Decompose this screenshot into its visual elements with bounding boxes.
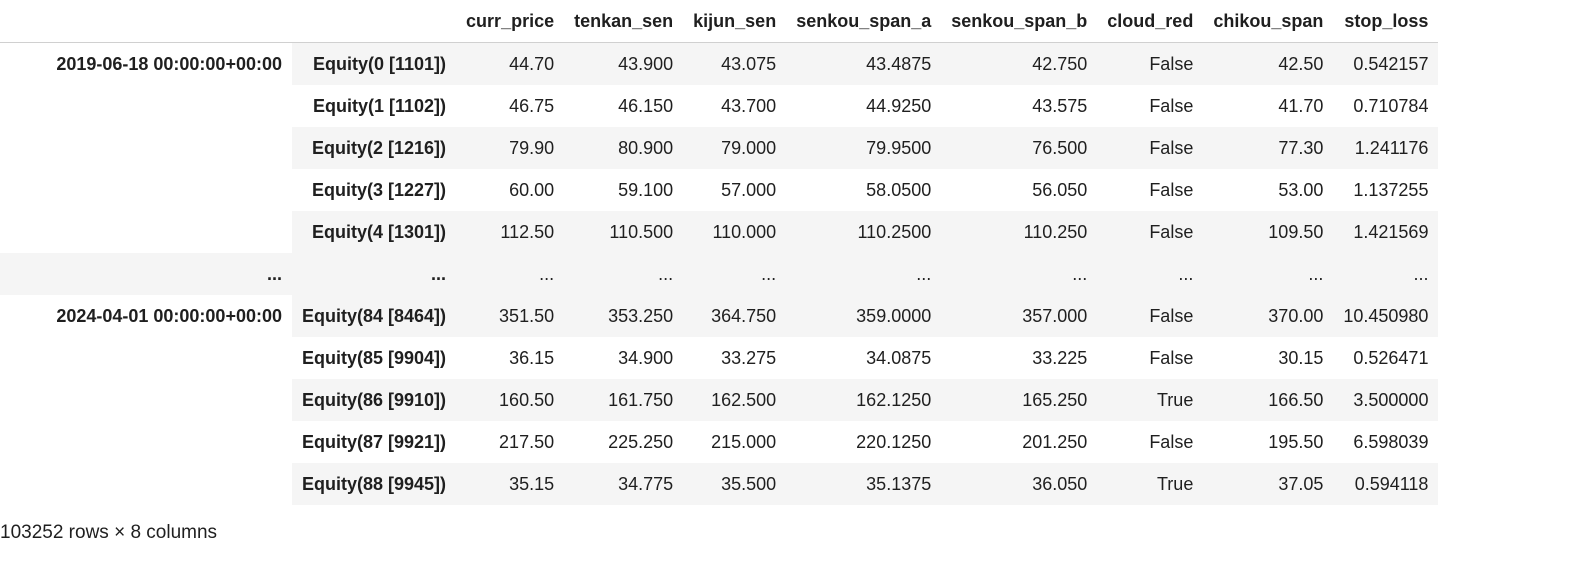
row-index-date: 2024-04-01 00:00:00+00:00	[56, 306, 282, 326]
cell-tenkan-sen: 80.900	[564, 127, 683, 169]
cell-senkou-span-b: 56.050	[1032, 180, 1088, 200]
cell-kijun-sen: 364.750	[683, 295, 786, 337]
table-row	[0, 295, 1438, 337]
ellipsis-cell: ...	[1203, 253, 1333, 295]
table-header	[0, 0, 1438, 43]
cell-cloud-red: False	[1149, 96, 1194, 116]
cell-cloud-red: False	[1097, 43, 1203, 86]
ellipsis-row	[0, 253, 1438, 295]
cell-senkou-span-a: 220.1250	[856, 432, 932, 452]
cell-stop-loss: 0.542157	[1333, 43, 1438, 86]
cell-cloud-red: False	[1149, 180, 1194, 200]
cell-senkou-span-b: 110.250	[941, 211, 1097, 253]
cell-curr-price: 112.50	[456, 211, 564, 253]
cell-curr-price: 217.50	[499, 432, 555, 452]
cell-senkou-span-a: 43.4875	[786, 43, 941, 86]
cell-senkou-span-a: 44.9250	[866, 96, 932, 116]
cell-cloud-red: False	[1097, 211, 1203, 253]
cell-stop-loss: 1.421569	[1333, 211, 1438, 253]
cell-senkou-span-a: 35.1375	[786, 463, 941, 505]
cell-curr-price: 44.70	[456, 43, 564, 86]
col-header-curr-price: curr_price	[456, 0, 564, 43]
table-row	[0, 43, 1438, 86]
cell-tenkan-sen: 43.900	[564, 43, 683, 86]
row-index-asset: Equity(0 [1101])	[292, 43, 456, 86]
cell-kijun-sen: 57.000	[721, 180, 777, 200]
cell-senkou-span-b: 165.250	[941, 379, 1097, 421]
cell-senkou-span-a: 34.0875	[866, 348, 932, 368]
cell-cloud-red: False	[1149, 348, 1194, 368]
cell-senkou-span-b: 357.000	[941, 295, 1097, 337]
cell-senkou-span-a: 110.2500	[786, 211, 941, 253]
cell-chikou-span: 195.50	[1268, 432, 1324, 452]
cell-curr-price: 46.75	[509, 96, 555, 116]
cell-stop-loss: 10.450980	[1333, 295, 1438, 337]
cell-curr-price: 35.15	[456, 463, 564, 505]
cell-chikou-span: 370.00	[1203, 295, 1333, 337]
cell-kijun-sen: 110.000	[683, 211, 786, 253]
cell-tenkan-sen: 59.100	[618, 180, 674, 200]
col-header-cloud-red: cloud_red	[1097, 0, 1203, 43]
ellipsis-cell: ...	[941, 253, 1097, 295]
cell-tenkan-sen: 46.150	[618, 96, 674, 116]
cell-curr-price: 160.50	[456, 379, 564, 421]
cell-cloud-red: False	[1097, 127, 1203, 169]
cell-tenkan-sen: 110.500	[564, 211, 683, 253]
cell-senkou-span-b: 33.225	[1032, 348, 1088, 368]
cell-stop-loss: 6.598039	[1353, 432, 1429, 452]
cell-tenkan-sen: 34.775	[564, 463, 683, 505]
cell-tenkan-sen: 34.900	[618, 348, 674, 368]
header-row	[0, 0, 1438, 43]
row-index-asset: Equity(87 [9921])	[302, 432, 447, 452]
cell-kijun-sen: 215.000	[711, 432, 777, 452]
col-header-tenkan-sen: tenkan_sen	[564, 0, 683, 43]
cell-senkou-span-a: 79.9500	[786, 127, 941, 169]
cell-chikou-span: 37.05	[1203, 463, 1333, 505]
cell-stop-loss: 0.526471	[1353, 348, 1429, 368]
ellipsis-cell: ...	[564, 253, 683, 295]
cell-senkou-span-a: 58.0500	[866, 180, 932, 200]
cell-chikou-span: 109.50	[1203, 211, 1333, 253]
cell-senkou-span-b: 36.050	[941, 463, 1097, 505]
cell-cloud-red: True	[1097, 379, 1203, 421]
col-header-kijun-sen: kijun_sen	[683, 0, 786, 43]
cell-chikou-span: 77.30	[1203, 127, 1333, 169]
cell-tenkan-sen: 353.250	[564, 295, 683, 337]
cell-senkou-span-a: 162.1250	[786, 379, 941, 421]
index-header-date	[0, 0, 292, 43]
cell-tenkan-sen: 225.250	[608, 432, 674, 452]
cell-kijun-sen: 79.000	[683, 127, 786, 169]
index-header-asset	[292, 0, 456, 43]
cell-chikou-span: 30.15	[1278, 348, 1324, 368]
cell-kijun-sen: 43.075	[683, 43, 786, 86]
cell-senkou-span-b: 201.250	[1022, 432, 1088, 452]
cell-curr-price: 60.00	[509, 180, 555, 200]
row-count-footer: 103252 rows × 8 columns	[0, 522, 218, 543]
cell-kijun-sen: 43.700	[721, 96, 777, 116]
cell-stop-loss: 3.500000	[1333, 379, 1438, 421]
cell-senkou-span-b: 76.500	[941, 127, 1097, 169]
cell-cloud-red: False	[1097, 295, 1203, 337]
row-index-asset: Equity(86 [9910])	[292, 379, 456, 421]
col-header-stop-loss: stop_loss	[1333, 0, 1438, 43]
row-index-asset: Equity(3 [1227])	[312, 180, 447, 200]
cell-kijun-sen: 162.500	[683, 379, 786, 421]
cell-senkou-span-a: 359.0000	[786, 295, 941, 337]
row-index-asset: Equity(1 [1102])	[313, 96, 447, 116]
cell-chikou-span: 41.70	[1278, 96, 1324, 116]
table-body	[0, 43, 1438, 506]
row-index-asset: Equity(85 [9904])	[302, 348, 447, 368]
cell-chikou-span: 53.00	[1278, 180, 1324, 200]
ellipsis-cell: ...	[1333, 253, 1438, 295]
cell-chikou-span: 42.50	[1203, 43, 1333, 86]
cell-stop-loss: 0.710784	[1353, 96, 1429, 116]
ellipsis-cell: ...	[292, 253, 456, 295]
col-header-chikou-span: chikou_span	[1203, 0, 1333, 43]
row-index-asset: Equity(2 [1216])	[292, 127, 456, 169]
cell-stop-loss: 1.137255	[1353, 180, 1429, 200]
cell-tenkan-sen: 161.750	[564, 379, 683, 421]
col-header-senkou-span-a: senkou_span_a	[786, 0, 941, 43]
cell-cloud-red: True	[1097, 463, 1203, 505]
cell-senkou-span-b: 42.750	[941, 43, 1097, 86]
ellipsis-cell: ...	[1097, 253, 1203, 295]
ellipsis-cell: ...	[786, 253, 941, 295]
cell-cloud-red: False	[1149, 432, 1194, 452]
row-index-date: 2019-06-18 00:00:00+00:00	[56, 54, 282, 74]
cell-kijun-sen: 33.275	[721, 348, 777, 368]
cell-stop-loss: 0.594118	[1333, 463, 1438, 505]
ellipsis-cell: ...	[683, 253, 786, 295]
cell-stop-loss: 1.241176	[1333, 127, 1438, 169]
cell-curr-price: 79.90	[456, 127, 564, 169]
cell-kijun-sen: 35.500	[683, 463, 786, 505]
row-index-asset: Equity(4 [1301])	[292, 211, 456, 253]
row-index-asset: Equity(88 [9945])	[292, 463, 456, 505]
cell-chikou-span: 166.50	[1203, 379, 1333, 421]
col-header-senkou-span-b: senkou_span_b	[941, 0, 1097, 43]
cell-curr-price: 36.15	[509, 348, 555, 368]
ellipsis-cell: ...	[456, 253, 564, 295]
cell-curr-price: 351.50	[456, 295, 564, 337]
row-index-asset: Equity(84 [8464])	[292, 295, 456, 337]
cell-senkou-span-b: 43.575	[1032, 96, 1088, 116]
ellipsis-cell: ...	[0, 253, 292, 295]
